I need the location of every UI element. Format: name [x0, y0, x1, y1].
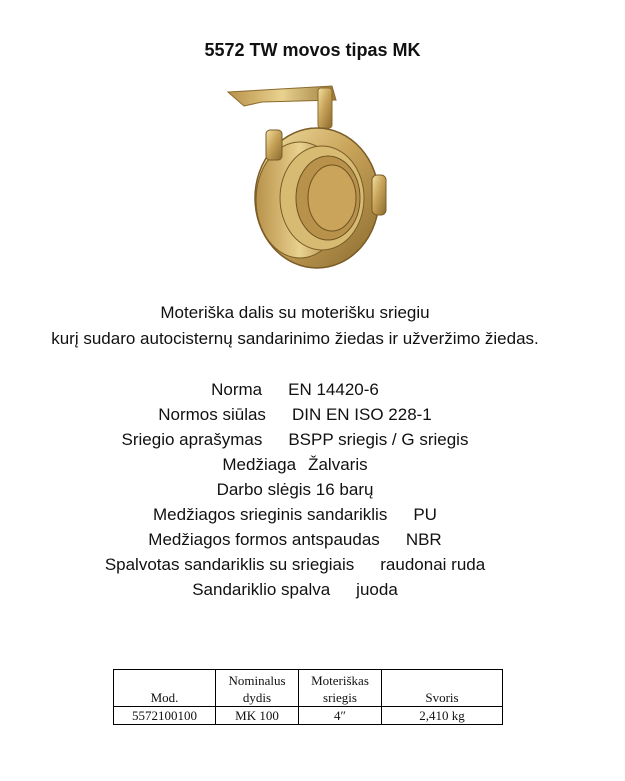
cell-weight: 2,410 kg [382, 707, 503, 725]
cell-nominal-size: MK 100 [216, 707, 299, 725]
product-description [0, 300, 590, 352]
description-line: Moteriška dalis su moterišku sriegiu [160, 303, 430, 322]
spec-label: Norma [211, 380, 263, 399]
spec-list [0, 377, 590, 602]
page-title: 5572 TW movos tipas MK [204, 40, 421, 60]
spec-row [0, 527, 590, 552]
spec-value: BSPP sriegis / G sriegis [288, 430, 469, 449]
table-row [114, 707, 503, 725]
brass-coupling-image [222, 80, 392, 270]
spec-row [0, 402, 590, 427]
spec-label: Sriegio aprašymas [121, 430, 263, 449]
spec-value: NBR [405, 530, 442, 549]
spec-value: juoda [356, 580, 398, 599]
spec-row [0, 427, 590, 452]
spec-label: Medžiaga [222, 455, 297, 474]
spec-value: DIN EN ISO 228-1 [291, 405, 432, 424]
spec-row [0, 577, 590, 602]
column-header-nominal-size: Nominalus dydis [216, 670, 299, 707]
spec-row [0, 477, 590, 502]
spec-row [0, 502, 590, 527]
spec-label: Darbo slėgis 16 barų [216, 480, 374, 499]
column-header-female-thread: Moteriškas sriegis [299, 670, 382, 707]
column-header-weight: Svoris [382, 670, 503, 707]
cell-female-thread: 4″ [299, 707, 382, 725]
spec-value: PU [413, 505, 437, 524]
spec-label: Normos siūlas [158, 405, 266, 424]
spec-row [0, 452, 590, 477]
spec-row [0, 377, 590, 402]
spec-value: raudonai ruda [380, 555, 486, 574]
spec-row [0, 552, 590, 577]
spec-label: Medžiagos srieginis sandariklis [153, 505, 388, 524]
spec-label: Medžiagos formos antspaudas [148, 530, 380, 549]
spec-label: Sandariklio spalva [192, 580, 331, 599]
cell-model: 5572100100 [114, 707, 216, 725]
spec-value: Žalvaris [308, 455, 368, 474]
table-header-row [114, 670, 503, 707]
spec-value: EN 14420-6 [288, 380, 379, 399]
product-table [113, 669, 503, 725]
description-line: kurį sudaro autocisternų sandarinimo žiedas ir užveržimo žiedas. [51, 329, 539, 348]
column-header-model: Mod. [114, 670, 216, 707]
spec-label: Spalvotas sandariklis su sriegiais [104, 555, 355, 574]
